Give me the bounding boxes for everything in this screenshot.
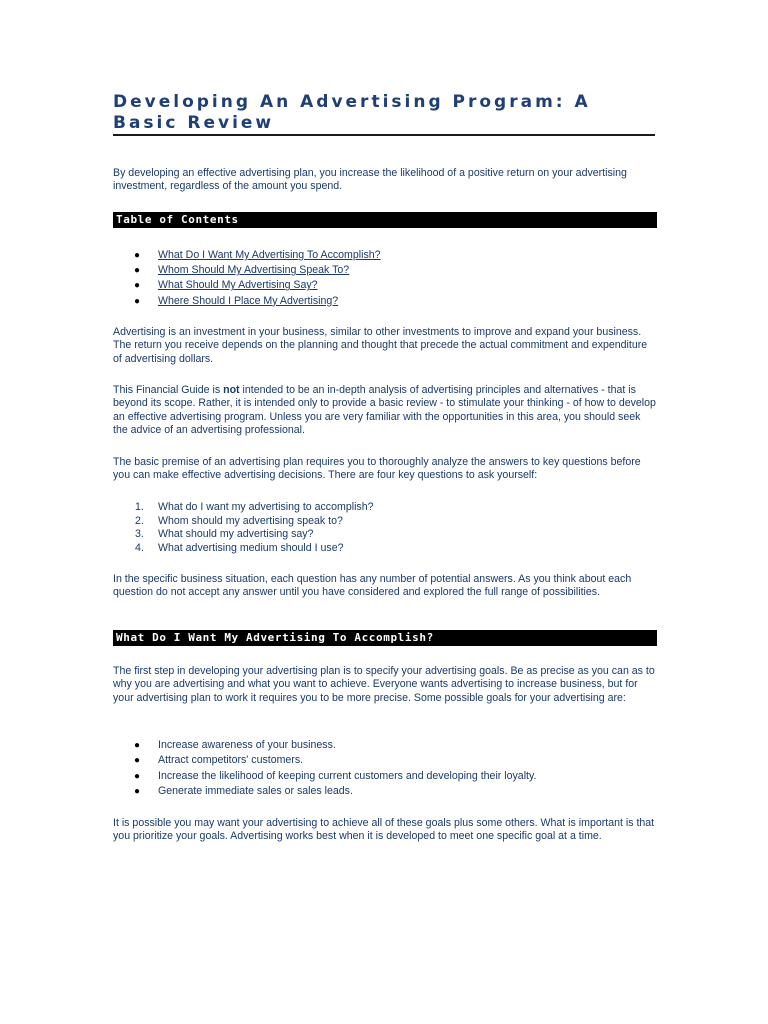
toc-link-accomplish[interactable]: What Do I Want My Advertising To Accomplish? — [158, 249, 381, 261]
scope-text-start: This Financial Guide is — [113, 384, 224, 396]
scope-text-end: intended to be an in-depth analysis of advertising principles and alternatives - that is beyond its scope. Rather, it is intended only to provide a basic review - to stimulate your thinking - of how to develop an effective advertising program. Unless you are very familiar with the opportunities in this area, you should seek the advice of an advertising professional. — [113, 384, 656, 437]
bullet-icon: ● — [134, 740, 141, 751]
goal-text: Increase awareness of your business. — [158, 739, 336, 751]
question-number: 4. — [135, 541, 144, 554]
toc-item — [113, 248, 658, 263]
section-paragraph-closing: It is possible you may want your advertising to achieve all of these goals plus some others. What is important is that you prioritize your goals. Advertising works best when it is developed to meet one specific goal at a time. — [113, 817, 655, 843]
goal-item — [113, 769, 658, 784]
goal-text: Attract competitors' customers. — [158, 754, 304, 767]
body-paragraph-possibilities: In the specific business situation, each question has any number of potential answers. As you think about each question do not accept any answer until you have considered and explored the full range of possibilities. — [113, 573, 632, 599]
page-title: Developing An Advertising Program: A Basic Review — [113, 92, 591, 133]
question-text: What do I want my advertising to accomplish? — [158, 501, 374, 513]
question-text: What advertising medium should I use? — [158, 541, 344, 554]
question-item — [113, 515, 658, 529]
toc-item — [113, 263, 658, 278]
bullet-icon: ● — [134, 250, 141, 261]
toc-link-place[interactable]: Where Should I Place My Advertising? — [158, 294, 339, 307]
toc-link-say[interactable]: What Should My Advertising Say? — [158, 279, 318, 292]
question-item — [113, 501, 658, 515]
toc-link-speak-to[interactable]: Whom Should My Advertising Speak To? — [158, 264, 350, 277]
toc-heading: Table of Contents — [113, 212, 657, 228]
section-heading-accomplish: What Do I Want My Advertising To Accomplish? — [113, 630, 657, 646]
question-number: 3. — [135, 528, 144, 540]
toc-list — [113, 248, 658, 309]
question-number: 2. — [135, 514, 144, 527]
body-paragraph-investment: Advertising is an investment in your business, similar to other investments to improve and expand your business. The return you receive depends on the planning and thought that precede the actual commitment and expenditure of advertising dollars. — [113, 326, 648, 365]
intro-paragraph: By developing an effective advertising plan, you increase the likelihood of a positive return on your advertising investment, regardless of the amount you spend. — [113, 167, 627, 193]
goal-item — [113, 753, 658, 768]
goal-text: Generate immediate sales or sales leads. — [158, 785, 353, 798]
question-number: 1. — [135, 501, 144, 513]
bullet-icon: ● — [134, 755, 141, 767]
body-paragraph-scope — [113, 384, 658, 438]
question-text: Whom should my advertising speak to? — [158, 514, 343, 527]
toc-item — [113, 294, 658, 309]
scope-text-bold: not — [223, 384, 240, 396]
question-item — [113, 528, 658, 542]
goals-list — [113, 738, 658, 800]
goal-item — [113, 784, 658, 799]
toc-item — [113, 278, 658, 293]
bullet-icon: ● — [134, 280, 141, 292]
question-item — [113, 542, 658, 556]
bullet-icon: ● — [134, 265, 141, 277]
key-questions-list — [113, 501, 658, 555]
title-underline — [113, 134, 655, 136]
bullet-icon: ● — [134, 786, 141, 798]
question-text: What should my advertising say? — [158, 528, 314, 540]
body-paragraph-premise: The basic premise of an advertising plan requires you to thoroughly analyze the answers to key questions before you can make effective advertising decisions. There are four key questions to ask yourself: — [113, 456, 641, 482]
goal-item — [113, 738, 658, 753]
goal-text: Increase the likelihood of keeping current customers and developing their loyalty. — [158, 769, 537, 782]
section-paragraph-goals: The first step in developing your advertising plan is to specify your advertising goals. Be as precise as you can as to why you are advertising and what you want to achieve. Everyone wants advertising to increase business, but for your advertising plan to work it requires you to be more precise. Some possible goals for your advertising are: — [113, 665, 655, 704]
bullet-icon: ● — [134, 770, 141, 782]
bullet-icon: ● — [134, 295, 141, 307]
